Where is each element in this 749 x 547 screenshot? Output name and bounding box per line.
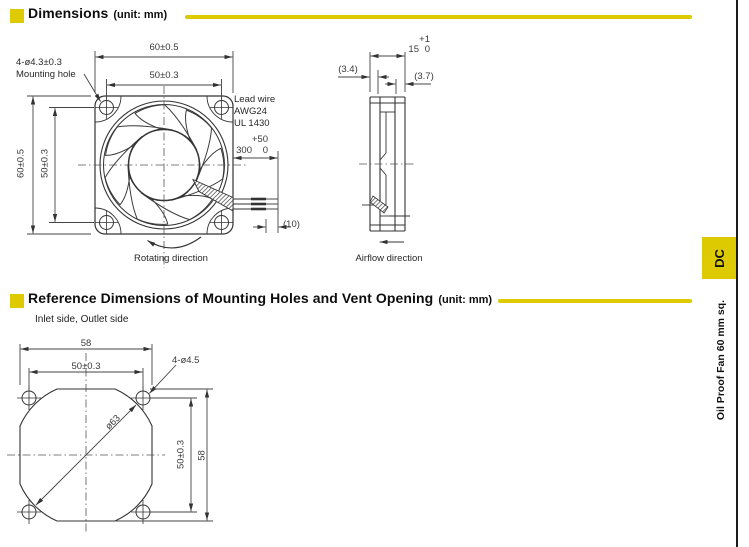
vent-centerlines	[7, 353, 165, 532]
sidebar-product-label: Oil Proof Fan 60 mm sq.	[715, 299, 727, 421]
vent-subtitle: Inlet side, Outlet side	[35, 314, 129, 325]
vent-diameter-dim: ø63	[103, 412, 123, 433]
section1-rule	[185, 15, 692, 19]
front-dim-hole-pitch-v: 50±0.3	[39, 149, 51, 178]
section2-unit: (unit: mm)	[438, 294, 493, 306]
section1-title: Dimensions	[28, 5, 109, 21]
section1-header	[28, 5, 167, 23]
depth-dim-tol-upper: +1	[419, 34, 430, 45]
depth-dim-value: 15	[408, 44, 419, 55]
front-dim-hole-pitch-h: 50±0.3	[149, 70, 179, 81]
lead-wire-callout	[234, 94, 275, 130]
section1-unit: (unit: mm)	[113, 9, 168, 21]
flange-left-dim: (3.4)	[338, 64, 358, 75]
section2-title: Reference Dimensions of Mounting Holes and Vent Opening	[28, 290, 434, 306]
vent-dim-height: 58	[196, 450, 208, 461]
fan-blades	[97, 95, 237, 237]
lead-length-tol-lower: 0	[262, 145, 268, 156]
strip-length-dim: (10)	[283, 219, 300, 230]
lead-length-tol-upper: +50	[251, 134, 268, 145]
section2-header	[28, 290, 492, 308]
lead-wire-bundle	[193, 180, 278, 212]
sidebar-dc-tab[interactable]	[702, 237, 736, 279]
section2-rule	[498, 299, 692, 303]
lead-wire-callout-line3: UL 1430	[234, 118, 270, 129]
airflow-direction-label: Airflow direction	[355, 253, 423, 264]
mounting-hole-callout-line2: Mounting hole	[16, 68, 76, 80]
front-mounting-holes	[95, 96, 234, 235]
mounting-hole-callout	[16, 57, 76, 80]
vent-holes-callout: 4-ø4.5	[172, 355, 200, 366]
sidebar-dc-tab-label: DC	[711, 248, 727, 268]
vent-dim-hole-pitch-v: 50±0.3	[175, 440, 187, 469]
page-edge-border	[736, 0, 738, 547]
vent-dim-width: 58	[80, 338, 92, 349]
front-dim-width: 60±0.5	[149, 42, 179, 53]
front-dim-height: 60±0.5	[15, 149, 27, 178]
rotating-direction-label: Rotating direction	[134, 253, 208, 264]
flange-right-dim: (3.7)	[414, 71, 434, 82]
depth-dim-tol-lower: 0	[424, 44, 430, 55]
rotating-direction-arrow	[148, 237, 202, 248]
front-centerlines	[78, 86, 247, 268]
front-view-drawing	[27, 51, 291, 268]
lead-length-value: 300	[236, 145, 252, 156]
section1-bullet-icon	[10, 9, 24, 23]
vent-mounting-holes	[17, 386, 155, 524]
mounting-hole-callout-line1: 4-ø4.3±0.3	[16, 57, 62, 68]
lead-wire-callout-line2: AWG24	[234, 106, 267, 117]
section2-bullet-icon	[10, 294, 24, 308]
vent-dim-hole-pitch-h: 50±0.3	[71, 361, 101, 372]
lead-wire-callout-line1: Lead wire	[234, 94, 276, 105]
